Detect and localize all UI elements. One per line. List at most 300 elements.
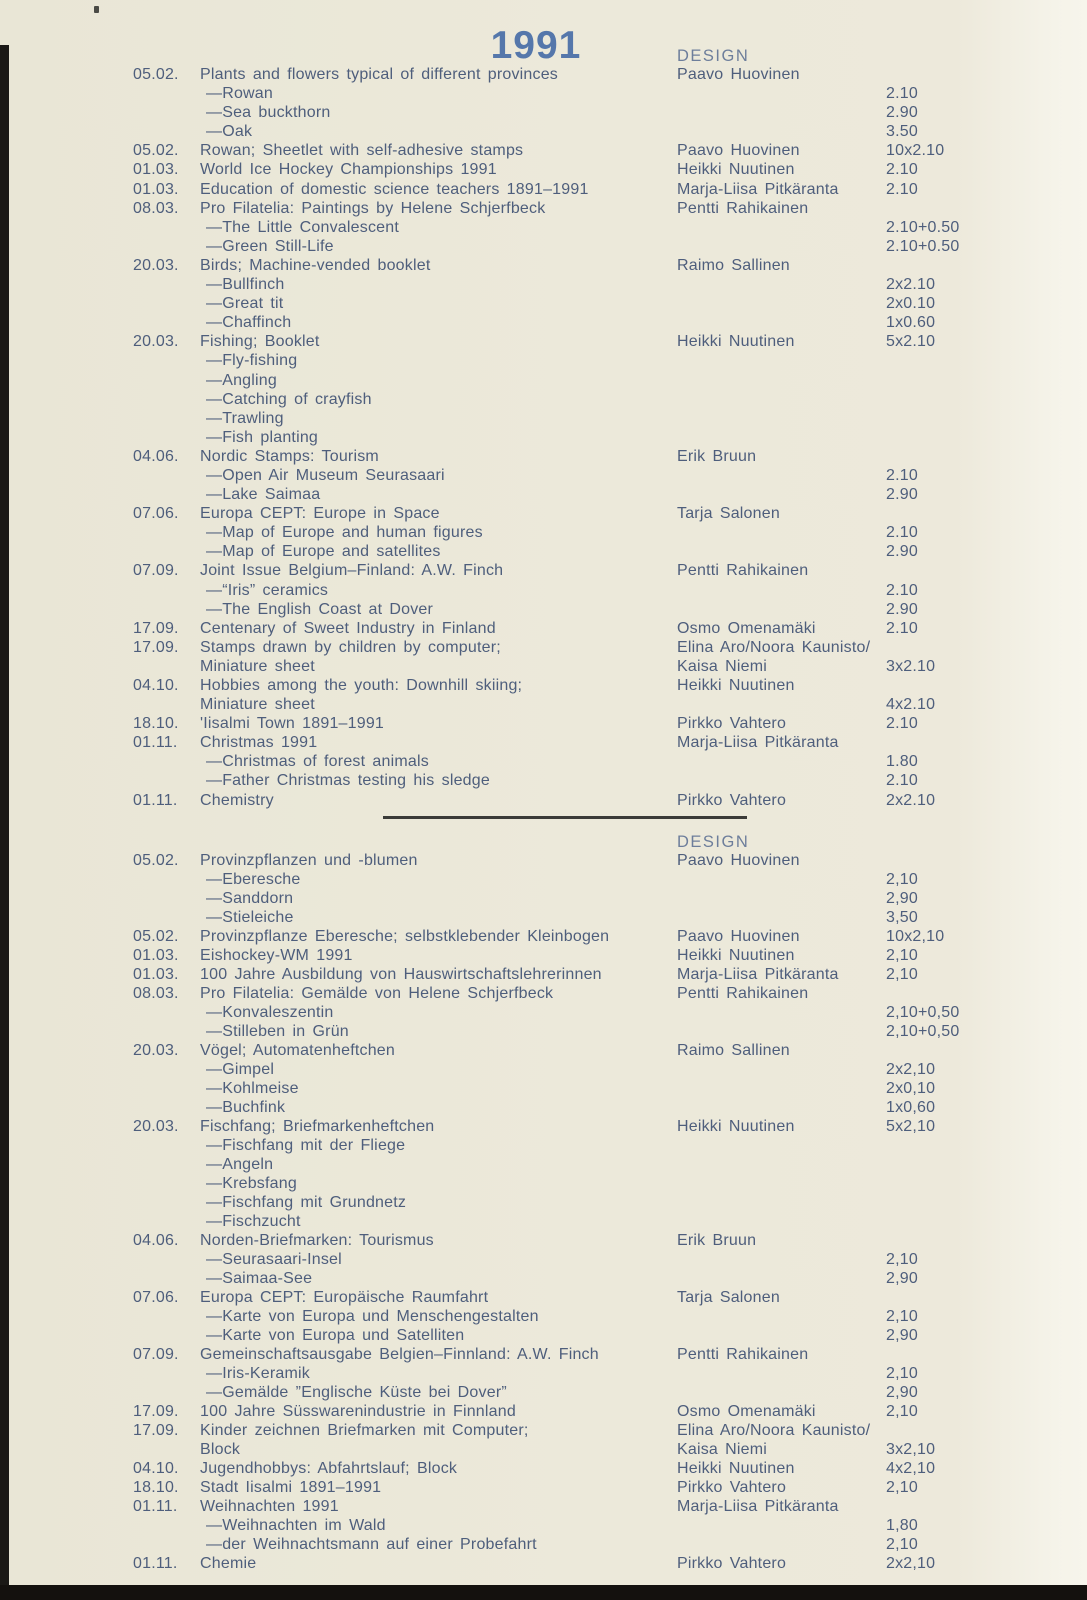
issue-date: 07.09. bbox=[133, 562, 179, 580]
row-left-margin bbox=[0, 467, 133, 486]
table-row bbox=[0, 372, 1087, 391]
denomination-value: 2x2.10 bbox=[886, 791, 936, 809]
designer-name: Pentti Rahikainen bbox=[677, 199, 809, 217]
issue-date bbox=[133, 85, 200, 104]
denomination-value: 2.10 bbox=[886, 466, 918, 484]
issue-description: —Seurasaari-Insel bbox=[206, 1251, 342, 1268]
table-row bbox=[0, 1422, 1087, 1441]
designer-name bbox=[677, 582, 886, 601]
issue-date bbox=[133, 486, 200, 505]
issue-description: —Kohlmeise bbox=[206, 1080, 299, 1097]
row-left-margin bbox=[0, 852, 133, 871]
issue-date bbox=[133, 1308, 200, 1327]
issue-date bbox=[133, 314, 200, 333]
denomination-value bbox=[886, 257, 1087, 276]
section-german bbox=[0, 833, 1087, 1574]
denomination-value: 2,10 bbox=[886, 966, 918, 983]
denomination-value: 2x0.10 bbox=[886, 295, 936, 313]
designer-name bbox=[677, 1175, 886, 1194]
designer-name: Marja-Liisa Pitkäranta bbox=[677, 1498, 839, 1515]
denomination-value bbox=[886, 1137, 1087, 1156]
denomination-value: 2x2.10 bbox=[886, 276, 936, 294]
table-row bbox=[0, 238, 1087, 257]
designer-name bbox=[677, 1327, 886, 1346]
table-row bbox=[0, 947, 1087, 966]
designer-name: Elina Aro/Noora Kaunisto/ bbox=[677, 638, 871, 656]
designer-name bbox=[677, 1213, 886, 1232]
row-left-margin bbox=[0, 696, 133, 715]
table-row bbox=[0, 142, 1087, 161]
denomination-value bbox=[886, 852, 1087, 871]
table-row bbox=[0, 1232, 1087, 1251]
row-left-margin bbox=[0, 1403, 133, 1422]
issue-date: 20.03. bbox=[133, 1042, 179, 1059]
row-left-margin bbox=[0, 1346, 133, 1365]
denomination-value bbox=[886, 1042, 1087, 1061]
row-left-margin bbox=[0, 66, 133, 85]
issue-date bbox=[133, 890, 200, 909]
designer-name bbox=[677, 524, 886, 543]
issue-description: —Map of Europe and satellites bbox=[206, 543, 441, 561]
denomination-value: 3,50 bbox=[886, 909, 918, 926]
issue-table-german bbox=[0, 852, 1087, 1574]
issue-date bbox=[133, 1194, 200, 1213]
row-left-margin bbox=[0, 257, 133, 276]
issue-date bbox=[133, 696, 200, 715]
designer-name bbox=[677, 429, 886, 448]
designer-name bbox=[677, 1251, 886, 1270]
row-left-margin bbox=[0, 104, 133, 123]
issue-date: 01.03. bbox=[133, 161, 179, 179]
table-row bbox=[0, 639, 1087, 658]
issue-date: 17.09. bbox=[133, 1403, 179, 1420]
denomination-value bbox=[886, 639, 1087, 658]
issue-description: Chemie bbox=[200, 1555, 257, 1572]
issue-date bbox=[133, 1004, 200, 1023]
denomination-value: 2,90 bbox=[886, 1327, 918, 1344]
table-row bbox=[0, 1308, 1087, 1327]
designer-name: Heikki Nuutinen bbox=[677, 1118, 795, 1135]
issue-description: —Fischzucht bbox=[206, 1213, 301, 1230]
denomination-value: 2x2,10 bbox=[886, 1555, 936, 1572]
issue-description: —Catching of crayfish bbox=[206, 390, 372, 408]
denomination-value: 2.10+0.50 bbox=[886, 237, 960, 255]
issue-date: 17.09. bbox=[133, 1422, 179, 1439]
issue-date bbox=[133, 1536, 200, 1555]
table-row bbox=[0, 1403, 1087, 1422]
row-left-margin bbox=[0, 219, 133, 238]
denomination-value: 2,90 bbox=[886, 1270, 918, 1287]
designer-name bbox=[677, 104, 886, 123]
denomination-value: 2,10 bbox=[886, 1251, 918, 1268]
table-row bbox=[0, 1555, 1087, 1574]
row-left-margin bbox=[0, 601, 133, 620]
issue-description: —Stilleben in Grün bbox=[206, 1023, 349, 1040]
issue-description: —Fish planting bbox=[206, 428, 319, 446]
issue-description: —Christmas of forest animals bbox=[206, 753, 429, 771]
table-row bbox=[0, 620, 1087, 639]
issue-date bbox=[133, 753, 200, 772]
issue-date bbox=[133, 1156, 200, 1175]
issue-description: —Green Still-Life bbox=[206, 237, 334, 255]
table-row bbox=[0, 792, 1087, 811]
designer-name bbox=[677, 85, 886, 104]
issue-date: 04.06. bbox=[133, 447, 179, 465]
designer-name: Heikki Nuutinen bbox=[677, 1460, 795, 1477]
designer-name: Osmo Omenamäki bbox=[677, 1403, 816, 1420]
denomination-value bbox=[886, 448, 1087, 467]
table-row bbox=[0, 181, 1087, 200]
issue-description: Education of domestic science teachers 1891–1991 bbox=[200, 180, 589, 198]
issue-description: —Father Christmas testing his sledge bbox=[206, 772, 490, 790]
issue-date bbox=[133, 372, 200, 391]
table-row bbox=[0, 1251, 1087, 1270]
denomination-value: 2,90 bbox=[886, 1384, 918, 1401]
table-row bbox=[0, 333, 1087, 352]
issue-table-english bbox=[0, 66, 1087, 811]
table-row bbox=[0, 219, 1087, 238]
issue-description: Pro Filatelia: Paintings by Helene Schjerfbeck bbox=[200, 199, 546, 217]
row-left-margin bbox=[0, 410, 133, 429]
issue-description: —Oak bbox=[206, 123, 253, 141]
row-left-margin bbox=[0, 295, 133, 314]
design-column-header: DESIGN bbox=[677, 47, 750, 65]
issue-date bbox=[133, 219, 200, 238]
issue-date bbox=[133, 467, 200, 486]
issue-date bbox=[133, 1099, 200, 1118]
row-left-margin bbox=[0, 947, 133, 966]
row-left-margin bbox=[0, 1422, 133, 1441]
row-left-margin bbox=[0, 391, 133, 410]
designer-name: Paavo Huovinen bbox=[677, 142, 800, 160]
denomination-value: 2.10+0.50 bbox=[886, 218, 960, 236]
section-divider bbox=[383, 816, 747, 819]
designer-name: Paavo Huovinen bbox=[677, 66, 800, 83]
table-row bbox=[0, 1042, 1087, 1061]
row-left-margin bbox=[0, 1308, 133, 1327]
designer-name bbox=[677, 1004, 886, 1023]
table-row bbox=[0, 562, 1087, 581]
designer-name: Kaisa Niemi bbox=[677, 657, 768, 675]
designer-name: Pirkko Vahtero bbox=[677, 1479, 787, 1496]
denomination-value: 3x2,10 bbox=[886, 1441, 936, 1458]
issue-date: 04.10. bbox=[133, 1460, 179, 1477]
denomination-value: 10x2,10 bbox=[886, 928, 945, 945]
issue-description: Hobbies among the youth: Downhill skiing; bbox=[200, 677, 523, 694]
row-left-margin bbox=[0, 1251, 133, 1270]
denomination-value: 2.90 bbox=[886, 486, 918, 504]
denomination-value: 2.10 bbox=[886, 581, 918, 599]
table-row bbox=[0, 448, 1087, 467]
designer-name bbox=[677, 391, 886, 410]
denomination-value bbox=[886, 410, 1087, 429]
issue-description: —Krebsfang bbox=[206, 1175, 297, 1192]
row-left-margin bbox=[0, 1289, 133, 1308]
issue-date bbox=[133, 295, 200, 314]
issue-description: Europa CEPT: Europe in Space bbox=[200, 505, 440, 523]
denomination-value: 4x2.10 bbox=[886, 696, 936, 714]
table-row bbox=[0, 696, 1087, 715]
designer-name bbox=[677, 1137, 886, 1156]
designer-name: Elina Aro/Noora Kaunisto/ bbox=[677, 1422, 871, 1439]
designer-name bbox=[677, 753, 886, 772]
designer-name bbox=[677, 123, 886, 142]
designer-name: Heikki Nuutinen bbox=[677, 947, 795, 964]
row-left-margin bbox=[0, 871, 133, 890]
table-row bbox=[0, 1175, 1087, 1194]
designer-name bbox=[677, 1270, 886, 1289]
denomination-value bbox=[886, 391, 1087, 410]
issue-description: Kinder zeichnen Briefmarken mit Computer; bbox=[200, 1422, 529, 1439]
row-left-margin bbox=[0, 1479, 133, 1498]
row-left-margin bbox=[0, 276, 133, 295]
table-row bbox=[0, 352, 1087, 371]
issue-description: —Sanddorn bbox=[206, 890, 294, 907]
issue-description: Gemeinschaftsausgabe Belgien–Finnland: A.W. Finch bbox=[200, 1346, 599, 1363]
designer-name bbox=[677, 352, 886, 371]
table-row bbox=[0, 200, 1087, 219]
issue-description: —Trawling bbox=[206, 409, 284, 427]
issue-date bbox=[133, 1251, 200, 1270]
issue-date: 04.06. bbox=[133, 1232, 179, 1249]
issue-description: Provinzpflanzen und -blumen bbox=[200, 852, 418, 869]
designer-name: Pentti Rahikainen bbox=[677, 1346, 809, 1363]
issue-date bbox=[133, 1213, 200, 1232]
issue-description: Pro Filatelia: Gemälde von Helene Schjerfbeck bbox=[200, 985, 554, 1002]
table-row bbox=[0, 753, 1087, 772]
issue-date bbox=[133, 1441, 200, 1460]
designer-name: Marja-Liisa Pitkäranta bbox=[677, 180, 839, 198]
issue-date bbox=[133, 601, 200, 620]
issue-date bbox=[133, 1061, 200, 1080]
designer-name: Marja-Liisa Pitkäranta bbox=[677, 966, 839, 983]
denomination-value bbox=[886, 677, 1087, 696]
row-left-margin bbox=[0, 524, 133, 543]
issue-date bbox=[133, 1175, 200, 1194]
issue-description: Eishockey-WM 1991 bbox=[200, 947, 353, 964]
row-left-margin bbox=[0, 1517, 133, 1536]
issue-date: 08.03. bbox=[133, 199, 179, 217]
denomination-value: 2.10 bbox=[886, 161, 918, 179]
denomination-value bbox=[886, 1232, 1087, 1251]
denomination-value: 5x2.10 bbox=[886, 333, 936, 351]
issue-description: World Ice Hockey Championships 1991 bbox=[200, 161, 497, 179]
table-row bbox=[0, 1498, 1087, 1517]
designer-name bbox=[677, 1080, 886, 1099]
row-left-margin bbox=[0, 333, 133, 352]
designer-name bbox=[677, 890, 886, 909]
designer-name bbox=[677, 1308, 886, 1327]
issue-date: 20.03. bbox=[133, 1118, 179, 1135]
issue-description: —Karte von Europa und Satelliten bbox=[206, 1327, 465, 1344]
designer-name bbox=[677, 467, 886, 486]
denomination-value: 2.10 bbox=[886, 180, 918, 198]
table-row bbox=[0, 1441, 1087, 1460]
table-row bbox=[0, 104, 1087, 123]
issue-date: 18.10. bbox=[133, 715, 179, 733]
denomination-value: 2.10 bbox=[886, 715, 918, 733]
row-left-margin bbox=[0, 486, 133, 505]
issue-date bbox=[133, 1080, 200, 1099]
designer-name bbox=[677, 1536, 886, 1555]
scan-edge-bottom bbox=[0, 1585, 1087, 1600]
row-left-margin bbox=[0, 372, 133, 391]
issue-description: Miniature sheet bbox=[200, 696, 315, 714]
issue-date bbox=[133, 1023, 200, 1042]
issue-description: Block bbox=[200, 1441, 241, 1458]
issue-date bbox=[133, 123, 200, 142]
issue-date: 05.02. bbox=[133, 142, 179, 160]
row-left-margin bbox=[0, 658, 133, 677]
row-left-margin bbox=[0, 1194, 133, 1213]
row-left-margin bbox=[0, 620, 133, 639]
designer-name bbox=[677, 486, 886, 505]
row-left-margin bbox=[0, 753, 133, 772]
designer-name bbox=[677, 1517, 886, 1536]
designer-name: Pentti Rahikainen bbox=[677, 562, 809, 580]
design-column-header: DESIGN bbox=[677, 833, 750, 851]
denomination-value: 2,10 bbox=[886, 947, 918, 964]
denomination-value: 1.80 bbox=[886, 753, 918, 771]
issue-date: 01.11. bbox=[133, 791, 178, 809]
issue-date bbox=[133, 1384, 200, 1403]
table-row bbox=[0, 1460, 1087, 1479]
denomination-value bbox=[886, 200, 1087, 219]
issue-date bbox=[133, 1137, 200, 1156]
issue-description: —Map of Europe and human figures bbox=[206, 524, 483, 542]
row-left-margin bbox=[0, 1175, 133, 1194]
issue-description: —Eberesche bbox=[206, 871, 301, 888]
designer-name: Tarja Salonen bbox=[677, 1289, 780, 1306]
row-left-margin bbox=[0, 1137, 133, 1156]
table-row bbox=[0, 1137, 1087, 1156]
denomination-value: 2,10 bbox=[886, 871, 918, 888]
issue-description: —Lake Saimaa bbox=[206, 486, 321, 504]
designer-name: Paavo Huovinen bbox=[677, 852, 800, 869]
designer-name bbox=[677, 1194, 886, 1213]
issue-description: Stadt Iisalmi 1891–1991 bbox=[200, 1479, 382, 1496]
table-row bbox=[0, 772, 1087, 791]
issue-description: —Fischfang mit Grundnetz bbox=[206, 1194, 407, 1211]
designer-name bbox=[677, 410, 886, 429]
issue-description: —Weihnachten im Wald bbox=[206, 1517, 386, 1534]
table-row bbox=[0, 1270, 1087, 1289]
row-left-margin bbox=[0, 928, 133, 947]
denomination-value: 2.10 bbox=[886, 619, 918, 637]
issue-date: 07.09. bbox=[133, 1346, 179, 1363]
table-row bbox=[0, 1004, 1087, 1023]
denomination-value: 2.90 bbox=[886, 600, 918, 618]
issue-description: Joint Issue Belgium–Finland: A.W. Finch bbox=[200, 562, 504, 580]
table-row bbox=[0, 1479, 1087, 1498]
row-left-margin bbox=[0, 772, 133, 791]
designer-name bbox=[677, 276, 886, 295]
row-left-margin bbox=[0, 715, 133, 734]
designer-name: Erik Bruun bbox=[677, 447, 757, 465]
issue-date bbox=[133, 871, 200, 890]
row-left-margin bbox=[0, 181, 133, 200]
issue-description: —The Little Convalescent bbox=[206, 218, 400, 236]
table-row bbox=[0, 852, 1087, 871]
issue-description: Rowan; Sheetlet with self-adhesive stamps bbox=[200, 142, 524, 160]
issue-date: 08.03. bbox=[133, 985, 179, 1002]
scan-artifact bbox=[94, 6, 99, 13]
issue-date bbox=[133, 524, 200, 543]
row-left-margin bbox=[0, 1023, 133, 1042]
issue-date: 17.09. bbox=[133, 638, 179, 656]
issue-description: —Konvaleszentin bbox=[206, 1004, 334, 1021]
row-left-margin bbox=[0, 1099, 133, 1118]
designer-name: Erik Bruun bbox=[677, 1232, 757, 1249]
designer-name: Pentti Rahikainen bbox=[677, 985, 809, 1002]
row-left-margin bbox=[0, 1156, 133, 1175]
designer-name bbox=[677, 871, 886, 890]
denomination-value bbox=[886, 1289, 1087, 1308]
row-left-margin bbox=[0, 448, 133, 467]
issue-description: Miniature sheet bbox=[200, 657, 315, 675]
denomination-value: 2,10 bbox=[886, 1308, 918, 1325]
row-left-margin bbox=[0, 792, 133, 811]
denomination-value: 2.90 bbox=[886, 543, 918, 561]
issue-description: Christmas 1991 bbox=[200, 734, 318, 752]
table-row bbox=[0, 1194, 1087, 1213]
table-row bbox=[0, 505, 1087, 524]
table-row bbox=[0, 1080, 1087, 1099]
designer-name: Pirkko Vahtero bbox=[677, 791, 787, 809]
issue-description: —Gemälde ”Englische Küste bei Dover” bbox=[206, 1384, 507, 1401]
denomination-value bbox=[886, 985, 1087, 1004]
issue-date: 01.11. bbox=[133, 734, 178, 752]
issue-description: Birds; Machine-vended booklet bbox=[200, 256, 431, 274]
row-left-margin bbox=[0, 1384, 133, 1403]
designer-name bbox=[677, 1061, 886, 1080]
issue-description: Weihnachten 1991 bbox=[200, 1498, 339, 1515]
issue-description: 100 Jahre Süsswarenindustrie in Finnland bbox=[200, 1403, 516, 1420]
denomination-value bbox=[886, 734, 1087, 753]
issue-description: Jugendhobbys: Abfahrtslauf; Block bbox=[200, 1460, 458, 1477]
issue-description: Stamps drawn by children by computer; bbox=[200, 638, 501, 656]
table-row bbox=[0, 1213, 1087, 1232]
designer-name bbox=[677, 696, 886, 715]
issue-description: Nordic Stamps: Tourism bbox=[200, 447, 379, 465]
row-left-margin bbox=[0, 1460, 133, 1479]
issue-date: 05.02. bbox=[133, 852, 179, 869]
row-left-margin bbox=[0, 85, 133, 104]
issue-description: —Great tit bbox=[206, 295, 284, 313]
issue-date bbox=[133, 391, 200, 410]
row-left-margin bbox=[0, 582, 133, 601]
table-row bbox=[0, 410, 1087, 429]
table-row bbox=[0, 582, 1087, 601]
designer-name: Raimo Sallinen bbox=[677, 256, 790, 274]
issue-description: 'Iisalmi Town 1891–1991 bbox=[200, 715, 385, 733]
designer-name bbox=[677, 295, 886, 314]
table-row bbox=[0, 1327, 1087, 1346]
table-row bbox=[0, 543, 1087, 562]
denomination-value: 2x2,10 bbox=[886, 1061, 936, 1078]
designer-name: Heikki Nuutinen bbox=[677, 333, 795, 351]
row-left-margin bbox=[0, 429, 133, 448]
denomination-value bbox=[886, 429, 1087, 448]
denomination-value: 1x0.60 bbox=[886, 314, 936, 332]
denomination-value: 2,10 bbox=[886, 1403, 918, 1420]
denomination-value: 1x0,60 bbox=[886, 1099, 936, 1116]
denomination-value bbox=[886, 1194, 1087, 1213]
denomination-value: 2,10 bbox=[886, 1365, 918, 1382]
table-row bbox=[0, 909, 1087, 928]
row-left-margin bbox=[0, 238, 133, 257]
issue-description: Fishing; Booklet bbox=[200, 333, 320, 351]
